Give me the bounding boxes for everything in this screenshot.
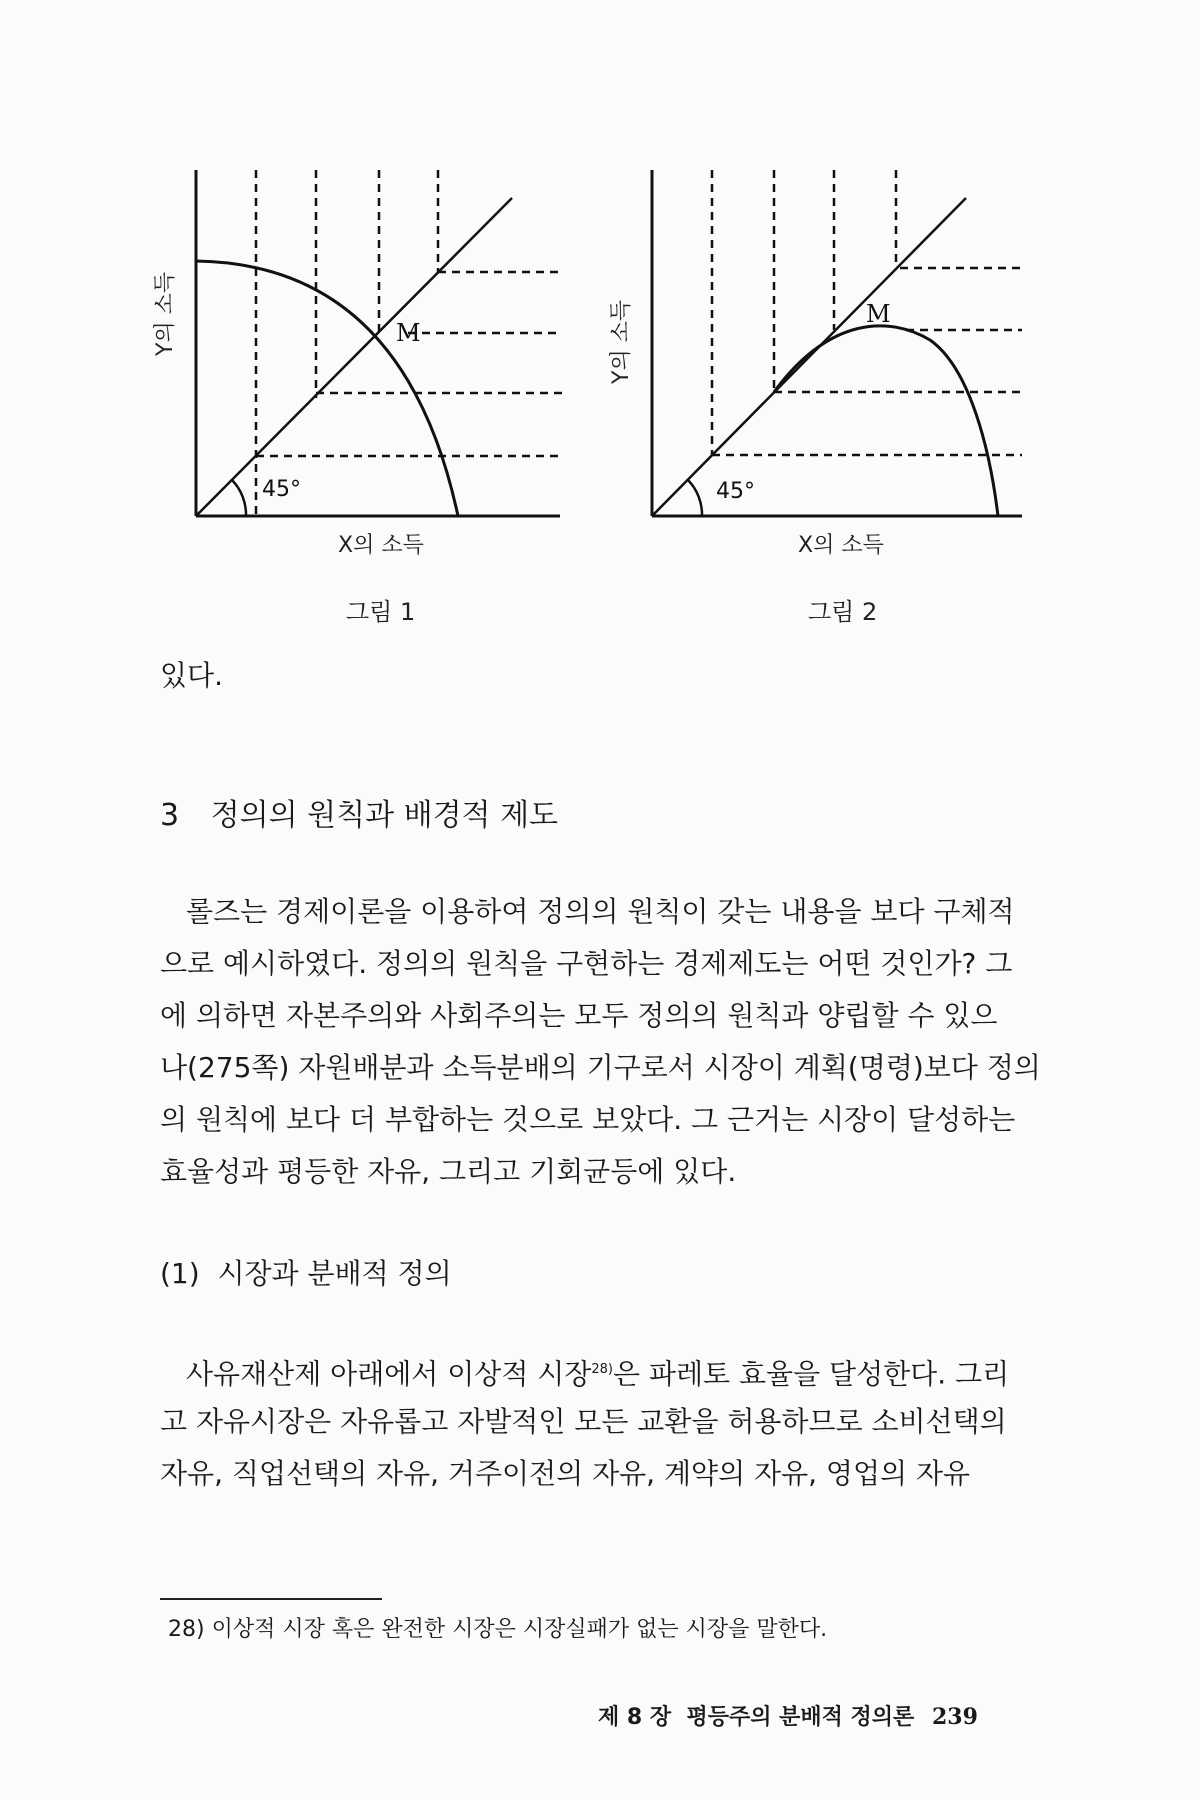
paragraph-line <box>186 1348 1066 1396</box>
paragraph-line: 의 원칙에 보다 더 부합하는 것으로 보았다. 그 근거는 시장이 달성하는 <box>160 1103 1016 1136</box>
footnote: 28) 이상적 시장 혹은 완전한 시장은 시장실패가 없는 시장을 말한다. <box>168 1617 828 1642</box>
point-m-label: M <box>396 319 421 347</box>
angle-label: 45° <box>262 477 301 502</box>
y-axis-label: Y의 소득 <box>609 299 634 384</box>
y-axis-label: Y의 소득 <box>153 271 178 356</box>
section-heading <box>160 790 558 834</box>
footnote-rule <box>160 1598 382 1600</box>
45-degree-line <box>652 198 966 516</box>
paragraph-line: 효율성과 평등한 자유, 그리고 기회균등에 있다. <box>160 1155 737 1188</box>
paragraph-text: 은 파레토 효율을 달성한다. 그리 <box>613 1357 1010 1391</box>
x-axis-label: X의 소득 <box>338 533 424 558</box>
chapter-title: 제 8 장 평등주의 분배적 정의론 <box>598 1705 915 1730</box>
section-title: 정의의 원칙과 배경적 제도 <box>210 798 559 833</box>
running-footer <box>598 1700 978 1731</box>
frontier-curve <box>774 326 998 516</box>
paragraph-line: 으로 예시하였다. 정의의 원칙을 구현하는 경제제도는 어떤 것인가? 그 <box>160 947 1013 980</box>
angle-arc <box>688 480 702 516</box>
subsection-heading: (1) 시장과 분배적 정의 <box>160 1257 452 1290</box>
paragraph-line: 나(275쪽) 자원배분과 소득분배의 기구로서 시장이 계획(명령)보다 정의 <box>160 1051 1041 1084</box>
page-number: 239 <box>931 1704 978 1730</box>
angle-label: 45° <box>716 479 755 504</box>
figure-caption: 그림 1 <box>346 598 416 626</box>
figure-caption: 그림 2 <box>808 598 878 626</box>
figure-2-diagram <box>0 0 1200 640</box>
continuation-text: 있다. <box>160 659 223 692</box>
paragraph-line: 에 의하면 자본주의와 사회주의는 모두 정의의 원칙과 양립할 수 있으 <box>160 999 998 1032</box>
x-axis-label: X의 소득 <box>798 533 884 558</box>
point-m-label: M <box>866 300 891 328</box>
section-number: 3 <box>160 798 180 833</box>
paragraph-line: 자유, 직업선택의 자유, 거주이전의 자유, 계약의 자유, 영업의 자유 <box>160 1457 971 1490</box>
footnote-ref: 28) <box>591 1362 613 1377</box>
paragraph-line: 고 자유시장은 자유롭고 자발적인 모든 교환을 허용하므로 소비선택의 <box>160 1405 1007 1438</box>
paragraph-line: 롤즈는 경제이론을 이용하여 정의의 원칙이 갖는 내용을 보다 구체적 <box>186 895 1015 928</box>
paragraph-text: 사유재산제 아래에서 이상적 시장 <box>186 1357 592 1391</box>
figure-2 <box>0 0 1200 640</box>
